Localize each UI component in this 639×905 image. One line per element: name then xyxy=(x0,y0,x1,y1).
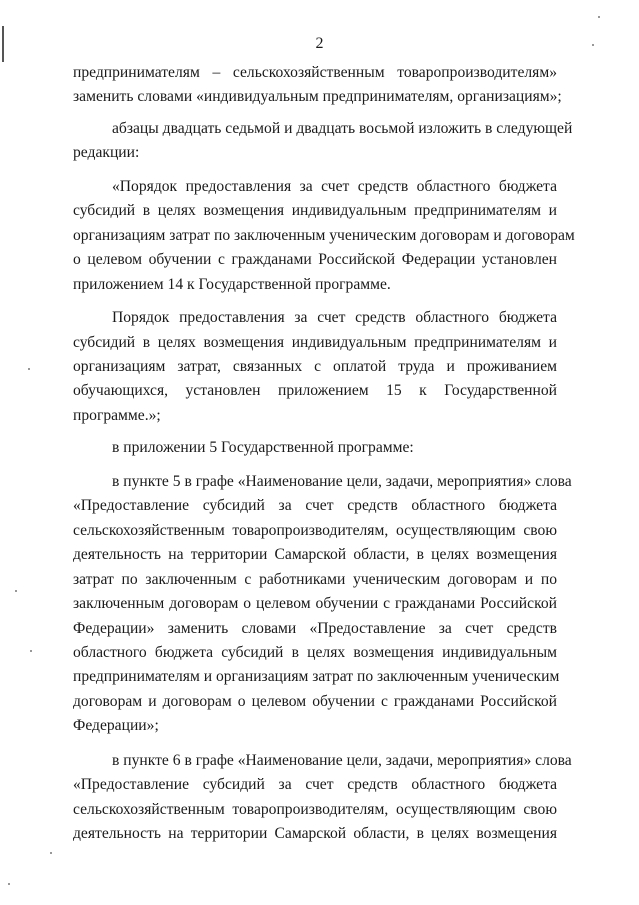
text-line: программе.»; xyxy=(73,406,161,424)
text-line: заключенным договорам о целевом обучении с гражданами Российской xyxy=(73,595,557,613)
text-line: заменить словами «индивидуальным предпринимателям, организациям»; xyxy=(73,88,562,106)
text-line: областного бюджета субсидий в целях возмещения индивидуальным xyxy=(73,643,557,661)
scan-speck xyxy=(28,368,30,370)
text-line: затрат по заключенным с работниками ученическим договорам и по xyxy=(73,570,557,588)
document-body xyxy=(73,61,575,847)
text-line: абзацы двадцать седьмой и двадцать восьмой изложить в следующей xyxy=(112,119,573,137)
scan-speck xyxy=(30,650,32,652)
text-line: в приложении 5 Государственной программе: xyxy=(112,439,414,457)
scan-speck xyxy=(50,852,52,854)
scan-speck xyxy=(598,16,600,18)
text-line: Порядок предоставления за счет средств областного бюджета xyxy=(112,309,557,327)
text-line: деятельность на территории Самарской области, в целях возмещения xyxy=(73,825,557,843)
text-line: сельскохозяйственным товаропроизводителям, осуществляющим свою xyxy=(73,521,557,539)
text-line: организациям затрат, связанных с оплатой труда и проживанием xyxy=(73,357,557,375)
text-line: субсидий в целях возмещения индивидуальным предпринимателям и xyxy=(73,202,557,220)
text-line: деятельность на территории Самарской области, в целях возмещения xyxy=(73,546,557,564)
page-number: 2 xyxy=(315,35,324,52)
paragraph xyxy=(73,61,562,110)
scan-speck xyxy=(15,590,17,592)
scan-speck xyxy=(8,883,10,885)
text-line: «Предоставление субсидий за счет средств областного бюджета xyxy=(73,776,557,794)
text-line: редакции: xyxy=(73,144,140,162)
text-line: о целевом обучении с гражданами Российской Федерации установлен xyxy=(73,251,557,269)
text-line: организациям затрат по заключенным ученическим договорам и договорам xyxy=(73,226,575,244)
paragraph xyxy=(73,117,573,166)
text-line: в пункте 6 в графе «Наименование цели, задачи, мероприятия» слова xyxy=(112,751,572,769)
text-line: «Порядок предоставления за счет средств областного бюджета xyxy=(112,177,557,195)
paragraph xyxy=(73,749,572,847)
paragraph xyxy=(73,436,557,460)
text-line: Федерации» заменить словами «Предоставление за счет средств xyxy=(73,619,557,637)
text-line: обучающихся, установлен приложением 15 к Государственной xyxy=(73,382,557,400)
text-line: сельскохозяйственным товаропроизводителям, осуществляющим свою xyxy=(73,800,557,818)
text-line: «Предоставление субсидий за счет средств областного бюджета xyxy=(73,497,557,515)
text-line: предпринимателям и организациям затрат по заключенным ученическим xyxy=(73,668,560,686)
text-line: предпринимателям – сельскохозяйственным товаропроизводителям» xyxy=(73,64,557,81)
paragraph xyxy=(73,175,575,297)
text-line: договорам и договорам о целевом обучении с гражданами Российской xyxy=(73,692,557,710)
paragraph xyxy=(73,306,557,428)
paragraph xyxy=(73,470,572,739)
text-line: приложением 14 к Государственной программе. xyxy=(73,275,391,293)
text-line: в пункте 5 в графе «Наименование цели, задачи, мероприятия» слова xyxy=(112,472,572,490)
text-line: субсидий в целях возмещения индивидуальным предпринимателям и xyxy=(73,333,557,351)
text-line: Федерации»; xyxy=(73,717,159,735)
